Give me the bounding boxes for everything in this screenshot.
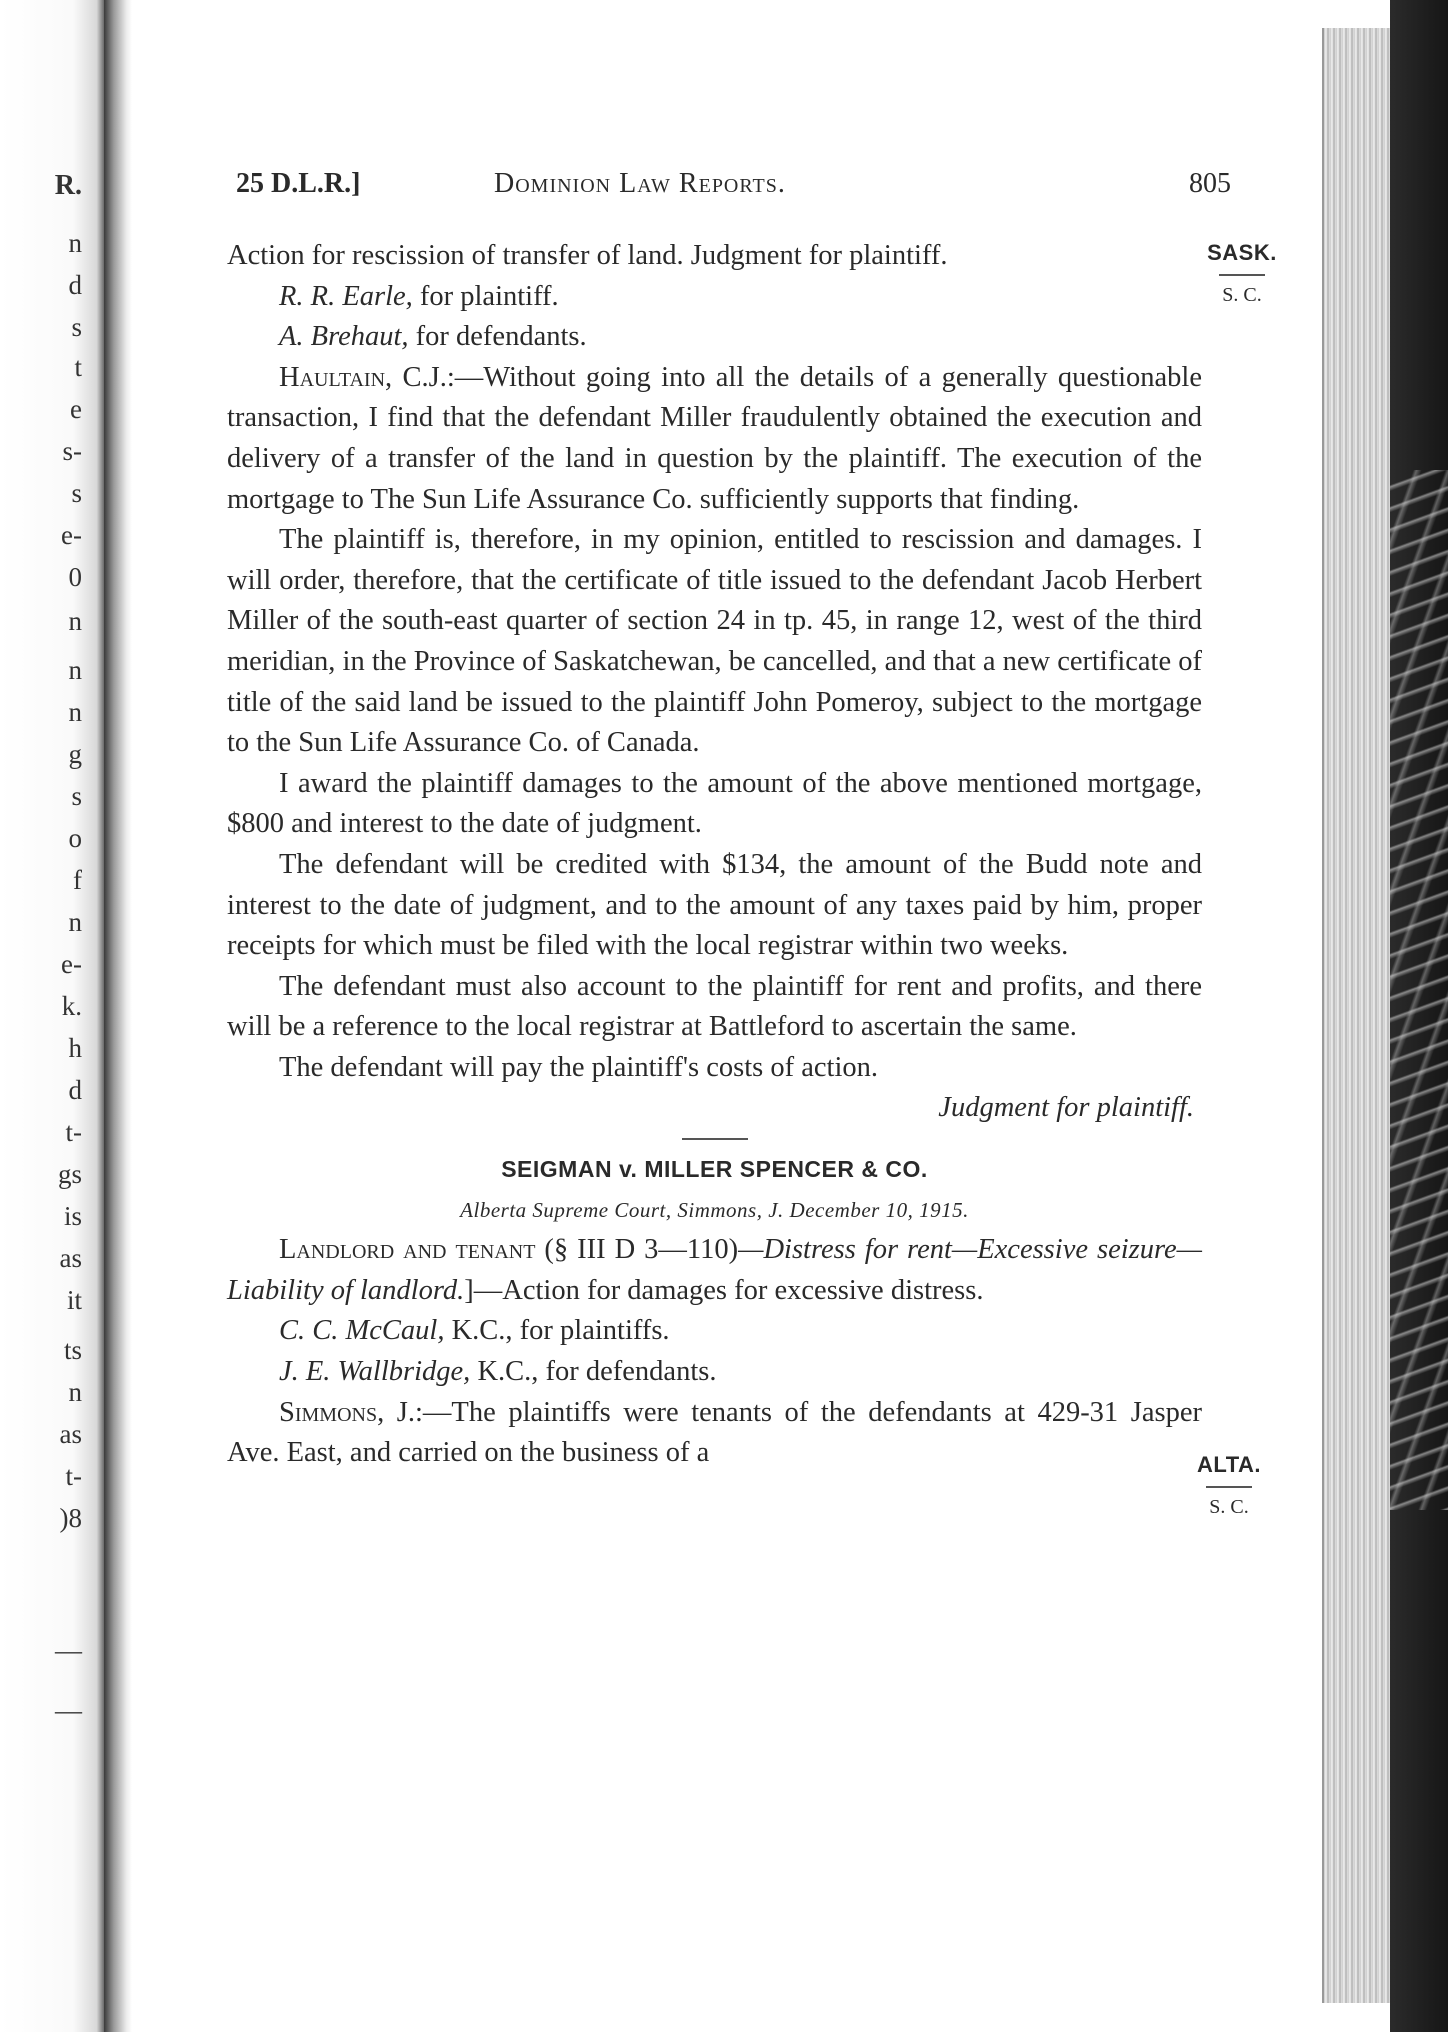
facing-page-fragment: s-	[62, 436, 82, 466]
facing-page-fragment: f	[73, 865, 82, 895]
facing-page-fragment: R.	[54, 170, 82, 201]
facing-page-fragment: t-	[65, 1461, 82, 1491]
running-header	[132, 168, 1322, 208]
facing-page-fragment: is	[63, 1201, 82, 1231]
counsel-name: J. E. Wallbridge,	[279, 1356, 471, 1388]
body-text	[227, 236, 1202, 1474]
facing-page-fragment: n	[68, 1377, 82, 1407]
margin-province: SASK.	[1207, 240, 1277, 265]
headnote-italic: —Distress for rent—Excessive seizure—Liability of landlord.	[227, 1234, 1202, 1306]
facing-page-fragment: g	[68, 739, 82, 769]
reporter-title: Dominion Law Reports.	[494, 168, 786, 199]
counsel-line	[227, 1352, 1202, 1393]
headnote-topic: Landlord and tenant	[279, 1234, 536, 1266]
page-number: 805	[1189, 168, 1231, 199]
facing-page-fragment: n	[68, 907, 82, 937]
judgment-paragraph	[227, 358, 1202, 520]
facing-page-fragment: n	[68, 228, 82, 258]
facing-page-fragment: e	[70, 394, 82, 424]
page-edges	[1322, 28, 1392, 2003]
judge-name: Haultain, C.J.	[279, 361, 447, 393]
facing-page-fragment: d	[68, 270, 82, 300]
section-divider	[682, 1138, 748, 1140]
counsel-role: for plaintiff.	[419, 280, 559, 312]
counsel-line	[227, 317, 1202, 358]
facing-page-fragment: gs	[57, 1159, 82, 1189]
facing-page-fragment: ts	[63, 1335, 82, 1365]
counsel-role: K.C., for defendants.	[477, 1356, 717, 1388]
paragraph-text: :—The plaintiffs were tenants of the defendants at 429-31 Jasper Ave. East, and carried on the business of a	[227, 1396, 1202, 1469]
counsel-name: A. Brehaut,	[279, 321, 409, 353]
facing-page-fragment: h	[68, 1033, 82, 1063]
disposition: Judgment for plaintiff.	[938, 1092, 1194, 1124]
facing-page-fragment: k.	[61, 991, 82, 1021]
facing-page-fragment: o	[68, 823, 82, 853]
facing-page-fragment: e-	[61, 949, 82, 979]
page	[132, 0, 1322, 2032]
counsel-name: R. R. Earle,	[279, 280, 413, 312]
facing-page-fragment: s	[71, 312, 82, 342]
judgment-paragraph	[227, 1393, 1202, 1474]
margin-province: ALTA.	[1197, 1452, 1261, 1477]
counsel-line	[227, 277, 1202, 318]
facing-page-fragment: n	[68, 606, 82, 636]
facing-page-fragment: —	[55, 1695, 82, 1725]
court-line: Alberta Supreme Court, Simmons, J. December 10, 1915.	[460, 1197, 969, 1222]
judgment-paragraph: The defendant will pay the plaintiff's costs of action.	[279, 1051, 878, 1083]
facing-page	[0, 0, 104, 2032]
judgment-paragraph: The defendant will be credited with $134, the amount of the Budd note and interest to the date of judgment, and to the amount of any taxes paid by him, proper receipts for which must be filed with the local registrar within two weeks.	[227, 848, 1202, 962]
case-summary: Action for rescission of transfer of land. Judgment for plaintiff.	[227, 240, 948, 271]
book-gutter	[104, 0, 132, 2032]
judgment-paragraph: I award the plaintiff damages to the amount of the above mentioned mortgage, $800 and interest to the date of judgment.	[227, 767, 1202, 840]
facing-page-fragment: n	[68, 697, 82, 727]
margin-rule	[1219, 274, 1265, 276]
facing-page-fragment: s	[71, 478, 82, 508]
margin-rule	[1206, 1486, 1252, 1488]
facing-page-fragment: n	[68, 655, 82, 685]
counsel-line	[227, 1311, 1202, 1352]
headnote-end: ]—Action for damages for excessive distress.	[464, 1274, 984, 1306]
facing-page-fragment: e-	[61, 520, 82, 550]
counsel-name: C. C. McCaul,	[279, 1315, 445, 1347]
margin-court: S. C.	[1209, 1496, 1249, 1518]
margin-court: S. C.	[1222, 284, 1262, 306]
facing-page-fragment: as	[59, 1243, 82, 1273]
counsel-role: for defendants.	[415, 321, 587, 353]
facing-page-fragment: —	[55, 1635, 82, 1665]
margin-note-sask	[1202, 240, 1282, 307]
facing-page-fragment: it	[66, 1285, 82, 1315]
judge-name: Simmons, J.	[279, 1396, 416, 1428]
facing-page-fragment: d	[68, 1075, 82, 1105]
marbled-endpaper	[1390, 470, 1448, 1510]
facing-page-fragment: t	[74, 352, 82, 382]
case-title: SEIGMAN v. MILLER SPENCER & CO.	[501, 1156, 928, 1183]
facing-page-fragment: t-	[65, 1117, 82, 1147]
judgment-paragraph: The plaintiff is, therefore, in my opinion, entitled to rescission and damages. I will order, therefore, that the certificate of title issued to the defendant Jacob Herbert Miller of the south-east quarter of section 24 in tp. 45, in range 12, west of the third meridian, in the Province of Saskatchewan, be cancelled, and that a new certificate of title of the said land be issued to the plaintiff John Pomeroy, subject to the mortgage to the Sun Life Assurance Co. of Canada.	[227, 524, 1202, 759]
headnote-ref: (§ III D 3—110)	[535, 1234, 739, 1266]
facing-page-fragment: 0	[68, 562, 82, 592]
headnote	[227, 1230, 1202, 1311]
paragraph-text: :—Without going into all the details of a generally questionable transaction, I find that the defendant Miller fraudulently obtained the execution and delivery of a transfer of the land in question by the plaintiff. The execution of the mortgage to The Sun Life Assurance Co. sufficiently supports that finding.	[227, 361, 1202, 515]
judgment-paragraph: The defendant must also account to the plaintiff for rent and profits, and there will be a reference to the local registrar at Battleford to ascertain the same.	[227, 970, 1202, 1043]
facing-page-fragment: as	[59, 1419, 82, 1449]
volume-label: 25 D.L.R.]	[236, 168, 361, 199]
facing-page-fragment: )8	[59, 1503, 82, 1533]
counsel-role: K.C., for plaintiffs.	[451, 1315, 670, 1347]
facing-page-fragment: s	[71, 781, 82, 811]
